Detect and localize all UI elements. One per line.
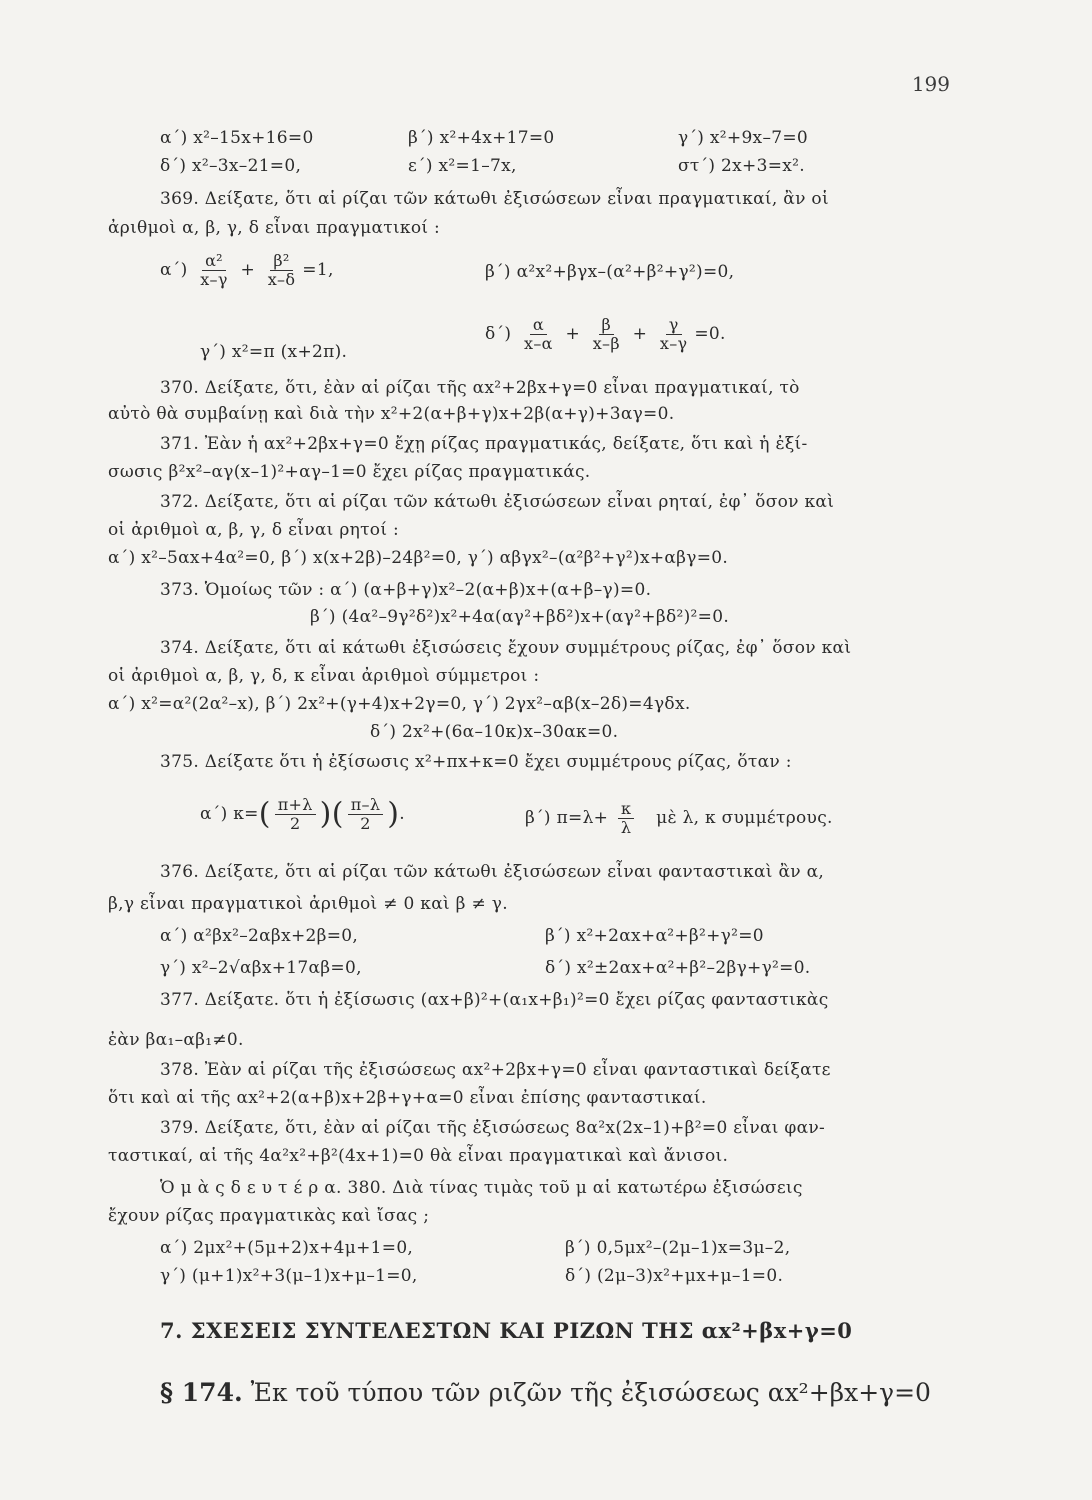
numerator: β² (270, 252, 292, 271)
fraction (657, 316, 691, 353)
numerator: π+λ (275, 796, 316, 815)
exercise-373-cont: β΄) (4α²–9γ²δ²)x²+4α(αγ²+βδ²)x+(αγ²+βδ²)²=0. (310, 607, 730, 627)
section-174-text: Ἐκ τοῦ τύπου τῶν ριζῶν τῆς ἐξισώσεως αx²+βx+γ=0 (250, 1378, 931, 1407)
eq-369d-label: δ΄) (485, 324, 512, 344)
fraction (197, 252, 231, 289)
denominator: x–γ (200, 270, 228, 289)
fraction (265, 252, 299, 289)
eq-376d: δ΄) x²±2αx+α²+β²–2βγ+γ²=0. (545, 958, 811, 978)
exercise-371-cont: σωσις β²x²–αγ(x–1)²+αγ–1=0 ἔχει ρίζας πραγματικάς. (108, 462, 591, 482)
denominator: x–α (524, 334, 553, 353)
eq-2c: στ΄) 2x+3=x². (678, 156, 805, 176)
numerator: κ (618, 800, 634, 819)
exercise-372-cont: οἱ ἀριθμοὶ α, β, γ, δ εἶναι ρητοί : (108, 520, 400, 540)
eq-375b-label: β΄) π=λ+ (525, 808, 609, 828)
exercise-372-eq: α΄) x²–5αx+4α²=0, β΄) x(x+2β)–24β²=0, γ΄) αβγx²–(α²β²+γ²)x+αβγ=0. (108, 548, 729, 568)
eq-380a: α΄) 2μx²+(5μ+2)x+4μ+1=0, (160, 1238, 414, 1258)
exercise-376: 376. Δείξατε, ὅτι αἱ ρίζαι τῶν κάτωθι ἐξισώσεων εἶναι φανταστικαὶ ἂν α, (160, 862, 825, 882)
plus-sign: + (632, 324, 648, 344)
exercise-374-cont: οἱ ἀριθμοὶ α, β, γ, δ, κ εἶναι ἀριθμοὶ σύμμετροι : (108, 666, 540, 686)
eq-380c: γ΄) (μ+1)x²+3(μ–1)x+μ–1=0, (160, 1266, 418, 1286)
fraction (521, 316, 556, 353)
exercise-377-cont: ἐὰν βα₁–αβ₁≠0. (108, 1030, 244, 1050)
right-paren: ) (387, 796, 400, 832)
right-paren: ) (319, 796, 332, 832)
eq-380-row2 (160, 1266, 783, 1286)
denominator: x–δ (267, 270, 296, 289)
eq-1c: γ΄) x²+9x–7=0 (678, 128, 809, 148)
eq-376b: β΄) x²+2αx+α²+β²+γ²=0 (545, 926, 764, 946)
fraction (348, 796, 384, 833)
eq-369a-label: α΄) (160, 260, 188, 280)
eq-375b-tail: μὲ λ, κ συμμέτρους. (656, 808, 833, 828)
eq-369c: γ΄) x²=π (x+2π). (200, 342, 348, 362)
section-heading-7: 7. ΣΧΕΣΕΙΣ ΣΥΝΤΕΛΕΣΤΩΝ ΚΑΙ ΡΙΖΩΝ ΤΗΣ αx²+βx+γ=0 (160, 1318, 853, 1343)
eq-369d (485, 316, 726, 353)
eq-375a (200, 796, 405, 833)
eq-line-1 (160, 128, 808, 148)
exercise-372: 372. Δείξατε, ὅτι αἱ ρίζαι τῶν κάτωθι ἐξισώσεων εἶναι ρηταί, ἐφ᾿ ὅσον καὶ (160, 492, 835, 512)
denominator: x–γ (659, 334, 688, 353)
period: . (399, 804, 405, 824)
denominator: 2 (289, 814, 301, 833)
exercise-378: 378. Ἐὰν αἱ ρίζαι τῆς ἐξισώσεως αx²+2βx+γ=0 εἶναι φανταστικαὶ δείξατε (160, 1060, 831, 1080)
eq-380-row1 (160, 1238, 790, 1258)
eq-1a: α΄) x²–15x+16=0 (160, 128, 314, 148)
denominator: 2 (360, 814, 371, 833)
exercise-378-cont: ὅτι καὶ αἱ τῆς αx²+2(α+β)x+2β+γ+α=0 εἶναι ἐπίσης φανταστικαί. (108, 1088, 707, 1108)
exercise-380: Ὁ μ ὰ ς δ ε υ τ έ ρ α. 380. Διὰ τίνας τιμὰς τοῦ μ αἱ κατωτέρω ἐξισώσεις (160, 1178, 803, 1198)
exercise-370-cont: αὐτὸ θὰ συμβαίνῃ καὶ διὰ τὴν x²+2(α+β+γ)x+2β(α+γ)+3αγ=0. (108, 404, 675, 424)
exercise-374-eq: α΄) x²=α²(2α²–x), β΄) 2x²+(γ+4)x+2γ=0, γ΄) 2γx²–αβ(x–2δ)=4γδx. (108, 694, 691, 714)
section-174-number: § 174. (160, 1378, 243, 1407)
eq-1b: β΄) x²+4x+17=0 (408, 128, 555, 148)
exercise-379-cont: ταστικαί, αἱ τῆς 4α²x²+β²(4x+1)=0 θὰ εἶναι πραγματικαὶ καὶ ἄνισοι. (108, 1146, 729, 1166)
page-number: 199 (911, 72, 950, 96)
numerator: α² (202, 252, 226, 271)
eq-369d-tail: =0. (694, 324, 726, 344)
eq-380b: β΄) 0,5μx²–(2μ–1)x=3μ–2, (565, 1238, 791, 1258)
exercise-375: 375. Δείξατε ὅτι ἡ ἐξίσωσις x²+πx+κ=0 ἔχει συμμέτρους ρίζας, ὅταν : (160, 752, 792, 772)
plus-sign: + (240, 260, 255, 280)
eq-376c: γ΄) x²–2√αβx+17αβ=0, (160, 958, 362, 978)
eq-375a-label: α΄) κ= (200, 804, 259, 824)
denominator: x–β (592, 334, 620, 353)
left-paren: ( (258, 796, 271, 832)
eq-369b: β΄) α²x²+βγx–(α²+β²+γ²)=0, (485, 262, 735, 282)
exercise-369: 369. Δείξατε, ὅτι αἱ ρίζαι τῶν κάτωθι ἐξισώσεων εἶναι πραγματικαί, ἂν οἱ (160, 189, 829, 209)
eq-376-row1 (160, 926, 764, 946)
eq-2a: δ΄) x²–3x–21=0, (160, 156, 302, 176)
numerator: π–λ (348, 796, 384, 815)
eq-376a: α΄) α²βx²–2αβx+2β=0, (160, 926, 359, 946)
exercise-380-cont: ἔχουν ρίζας πραγματικὰς καὶ ἴσας ; (108, 1206, 430, 1226)
exercise-373: 373. Ὁμοίως τῶν : α΄) (α+β+γ)x²–2(α+β)x+(α+β–γ)=0. (160, 580, 652, 600)
numerator: β (599, 316, 615, 335)
exercise-379: 379. Δείξατε, ὅτι, ἐὰν αἱ ρίζαι τῆς ἐξισώσεως 8α²x(2x–1)+β²=0 εἶναι φαν- (160, 1118, 826, 1138)
eq-380d: δ΄) (2μ–3)x²+μx+μ–1=0. (565, 1266, 784, 1286)
exercise-376-cont: β,γ εἶναι πραγματικοὶ ἀριθμοὶ ≠ 0 καὶ β ≠ γ. (108, 894, 508, 914)
numerator: α (530, 316, 547, 335)
section-174-heading (160, 1378, 931, 1407)
eq-375b (525, 800, 833, 837)
denominator: λ (620, 818, 632, 837)
fraction (590, 316, 623, 353)
left-paren: ( (331, 796, 344, 832)
fraction (275, 796, 316, 833)
exercise-377: 377. Δείξατε. ὅτι ἡ ἐξίσωσις (αx+β)²+(α₁x+β₁)²=0 ἔχει ρίζας φανταστικὰς (160, 990, 829, 1010)
exercise-370: 370. Δείξατε, ὅτι, ἐὰν αἱ ρίζαι τῆς αx²+2βx+γ=0 εἶναι πραγματικαί, τὸ (160, 378, 800, 398)
numerator: γ (666, 316, 682, 335)
eq-2b: ε΄) x²=1–7x, (408, 156, 517, 176)
eq-376-row2 (160, 958, 811, 978)
eq-369a-tail: =1, (302, 260, 334, 280)
eq-line-2 (160, 156, 805, 176)
fraction (618, 800, 634, 837)
eq-369a (160, 252, 334, 289)
exercise-374: 374. Δείξατε, ὅτι αἱ κάτωθι ἐξισώσεις ἔχουν συμμέτρους ρίζας, ἐφ᾿ ὅσον καὶ (160, 638, 852, 658)
plus-sign: + (565, 324, 580, 344)
exercise-369-cont: ἀριθμοὶ α, β, γ, δ εἶναι πραγματικοί : (108, 218, 441, 238)
exercise-374-eq2: δ΄) 2x²+(6α–10κ)x–30ακ=0. (370, 722, 619, 742)
exercise-371: 371. Ἐὰν ἡ αx²+2βx+γ=0 ἔχῃ ρίζας πραγματικάς, δείξατε, ὅτι καὶ ἡ ἐξί- (160, 434, 808, 454)
